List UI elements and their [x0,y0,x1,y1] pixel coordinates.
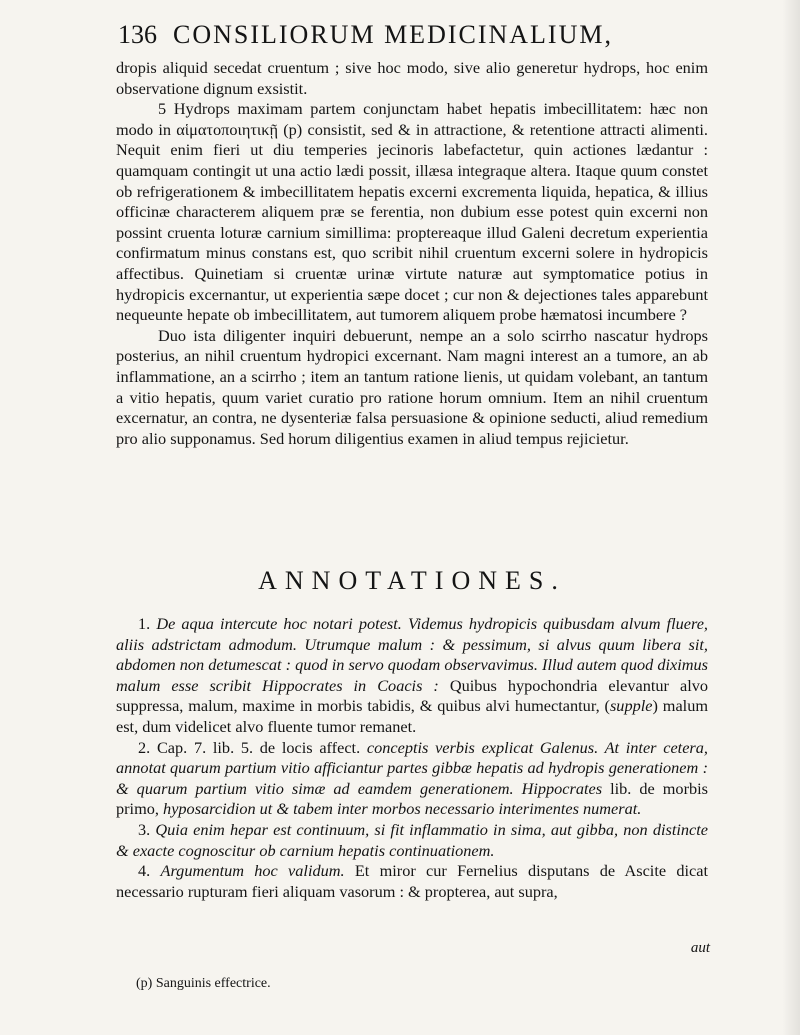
annotation-text-italic: supple [609,696,653,716]
annotation-text: Et miror cur Fernelius disputans de Ascite dicat necessario rupturam fieri aliquam vasorum : & propterea, aut supra, [116,861,708,901]
footnote: (p) Sanguinis effectrice. [136,976,271,991]
annotation-text: ) malum est, dum videlicet alvo fluente tumor remanet. [116,696,709,736]
annotation-text: Quibus hypochondria elevantur alvo suppressa, malum, maxime in morbis tabidis, & quibus alvi humectantur, ( [116,675,708,716]
annotation-text: lib. de morbis primo, [116,778,708,819]
annotation-text-italic: Quia enim hepar est continuum, si fit inflammatio in sima, aut gibba, non distincte & exacte cognoscitur ob carnium hepatis continuationem. [116,819,708,860]
annotation-3 [116,820,708,861]
main-text [116,58,708,449]
annotation-text-italic: Argumentum hoc validum. [160,861,345,881]
paragraph-3: Duo ista diligenter inquiri debuerunt, nempe an a solo scirrho nascatur hydrops posterius, an nihil cruentum hydropici excernant. Nam magni interest an a tumore, an ab inflammatione, an a scirrho ; item an tantum ratione lienis, ut quidam volebant, an tantum a vitio hepatis, quum variet curatio pro ratione horum omnium. Item an nihil cruentum excernatur, an contra, ne dysenteriæ falsa persuasione & opinione seducti, aliud remedium pro alio supponamus. Sed horum diligentius examen in aliud tempus rejicietur. [116,325,708,448]
annotation-number: 4. [138,861,151,881]
paragraph-2: 5 Hydrops maximam partem conjunctam habet hepatis imbecillitatem: hæc non modo in αἱματοποιητικῇ (p) consistit, sed & in attractione, & retentione attracti alimenti. Nequit enim fieri ut diu temperies jecinoris labefactetur, quin actiones lædantur : quamquam contingit ut una actio lædi possit, illæsa integraque altera. Itaque quum constet ob refrigerationem & imbecillitatem hepatis excerni excrementa liquida, hepatica, & illius officinæ characterem aliquem præ se ferentia, non dubium esse potest quin excerni non possint cruenta loturæ carnium simillima: proptereaque illud Galeni decretum experientia confirmatum minus constans est, quo scribit nihil cruentum excerni solere in hydropicis affectibus. Quinetiam si cruentæ urinæ virtute naturæ aut symptomatice potius in hydropicis excernantur, ut experientia sæpe docet ; cur non & dejectiones tales apparebunt nequeunte hepate ob imbecillitatem, aut tumorem aliquem probe hæmatosi incumbere ? [116,99,708,325]
annotation-number: 3. [138,819,151,839]
annotation-1 [116,614,708,738]
annotation-4 [116,861,708,902]
annotation-2 [116,738,708,820]
catchword: aut [690,940,710,956]
annotation-number: 2. [138,737,151,757]
running-title: CONSILIORUM MEDICINALIUM, [173,20,613,49]
page-header [118,20,658,54]
paragraph-1: dropis aliquid secedat cruentum ; sive hoc modo, sive alio generetur hydrops, hoc enim observatione dignum exsistit. [116,58,708,98]
page-edge-shadow [782,0,800,1035]
annotation-text: Cap. 7. lib. 5. de locis affect. [156,737,361,757]
section-heading: ANNOTATIONES. [258,566,566,595]
page-number: 136 [118,20,157,49]
annotation-text-italic: hyposarcidion ut & tabem inter morbos necessario interimentes numerat. [163,799,642,819]
annotation-text-italic: De aqua intercute hoc notari potest. Videmus hydropicis quibusdam alvum fluere, aliis adstrictam admodum. Utrumque malum : & pessimum, si alvus quum libera sit, abdomen non detumescat : quod in servo quodam observavimus. Illud autem quod diximus malum esse scribit Hippocrates in Coacis : [116,614,708,695]
annotation-number: 1. [138,614,151,633]
annotations-list [116,614,708,902]
annotation-text-italic: conceptis verbis explicat Galenus. At inter cetera, annotat quarum partium vitio afficiantur partes gibbæ hepatis ad hydropis generationem : & quarum partium vitio simæ ad eamdem generationem. Hippocrates [116,737,708,798]
